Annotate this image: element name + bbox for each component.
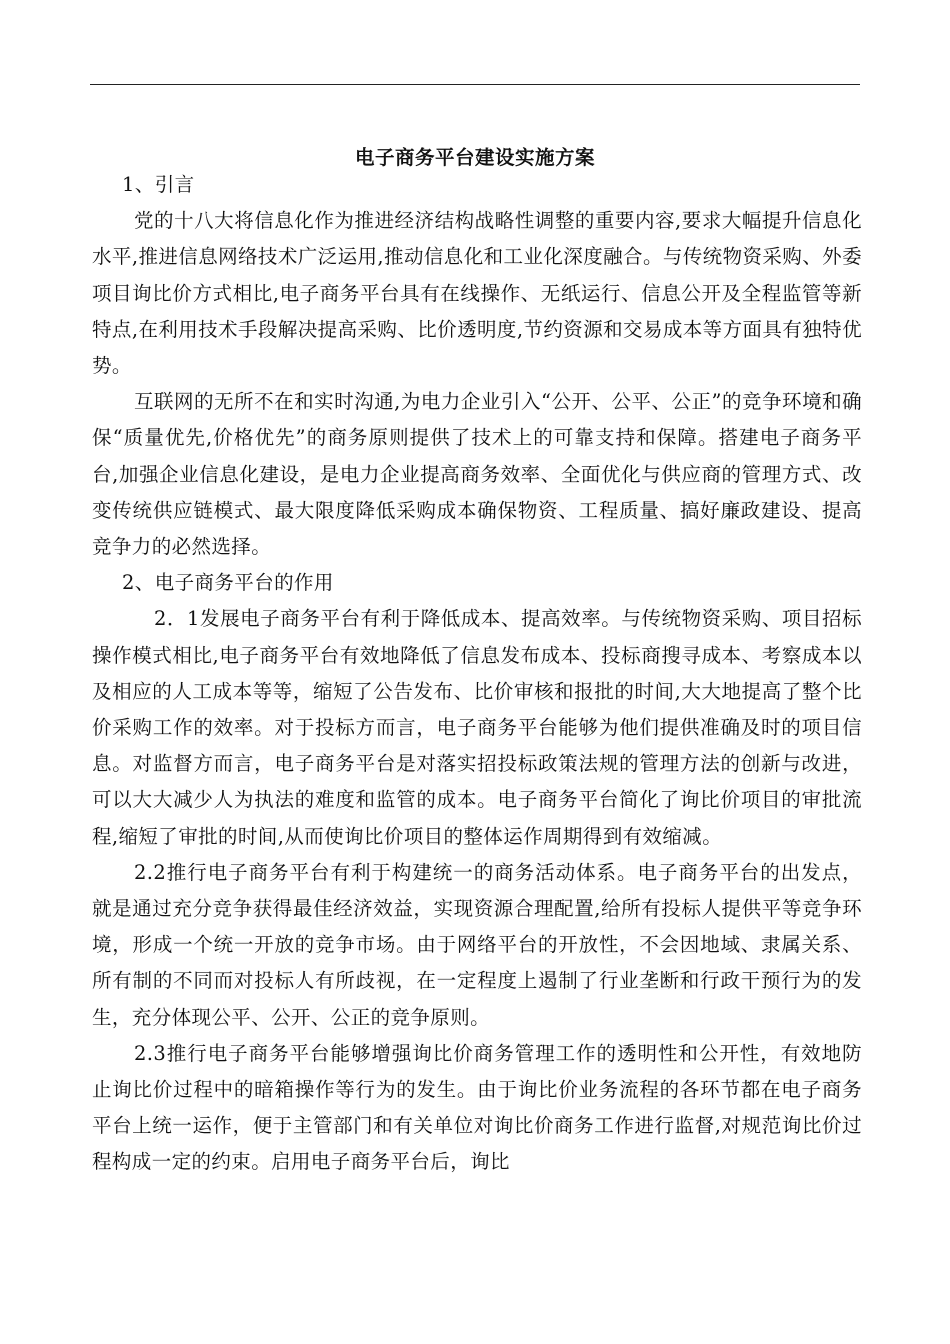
header-rule xyxy=(90,84,860,85)
paragraph-introduction-1: 党的十八大将信息化作为推进经济结构战略性调整的重要内容,要求大幅提升信息化水平,推进信息网络技术广泛运用,推动信息化和工业化深度融合。与传统物资采购、外委项目询比价方式相比,电子商务平台具有在线操作、无纸运行、信息公开及全程监管等新特点,在利用技术手段解决提高采购、比价透明度,节约资源和交易成本等方面具有独特优势。 xyxy=(92,209,862,378)
paragraph-role-2-1: 2．1发展电子商务平台有利于降低成本、提高效率。与传统物资采购、项目招标操作模式相比,电子商务平台有效地降低了信息发布成本、投标商搜寻成本、考察成本以及相应的人工成本等等，缩短了公告发布、比价审核和报批的时间,大大地提高了整个比价采购工作的效率。对于投标方而言，电子商务平台能够为他们提供准确及时的项目信息。对监督方而言，电子商务平台是对落实招投标政策法规的管理方法的创新与改进，可以大大减少人为执法的难度和监管的成本。电子商务平台简化了询比价项目的审批流程,缩短了审批的时间,从而使询比价项目的整体运作周期得到有效缩减。 xyxy=(92,607,862,848)
paragraph-role-2-2: 2.2推行电子商务平台有利于构建统一的商务活动体系。电子商务平台的出发点，就是通过充分竞争获得最佳经济效益，实现资源合理配置,给所有投标人提供平等竞争环境，形成一个统一开放的竞争市场。由于网络平台的开放性，不会因地域、隶属关系、所有制的不同而对投标人有所歧视，在一定程度上遏制了行业垄断和行政干预行为的发生，充分体现公平、公开、公正的竞争原则。 xyxy=(92,860,862,1029)
paragraph-introduction-2: 互联网的无所不在和实时沟通,为电力企业引入“公开、公平、公正”的竞争环境和确保“质量优先,价格优先”的商务原则提供了技术上的可靠支持和保障。搭建电子商务平台,加强企业信息化建设，是电力企业提高商务效率、全面优化与供应商的管理方式、改变传统供应链模式、最大限度降低采购成本确保物资、工程质量、搞好廉政建设、提高竞争力的必然选择。 xyxy=(92,390,862,559)
document-body xyxy=(92,167,862,1181)
section-heading-role: 2、电子商务平台的作用 xyxy=(122,571,334,595)
paragraph-role-2-3: 2.3推行电子商务平台能够增强询比价商务管理工作的透明性和公开性，有效地防止询比价过程中的暗箱操作等行为的发生。由于询比价业务流程的各环节都在电子商务平台上统一运作，便于主管部门和有关单位对询比价商务工作进行监督,对规范询比价过程构成一定的约束。启用电子商务平台后，询比 xyxy=(92,1041,862,1174)
section-heading-introduction: 1、引言 xyxy=(122,173,195,196)
document-title: 电子商务平台建设实施方案 xyxy=(354,146,595,169)
